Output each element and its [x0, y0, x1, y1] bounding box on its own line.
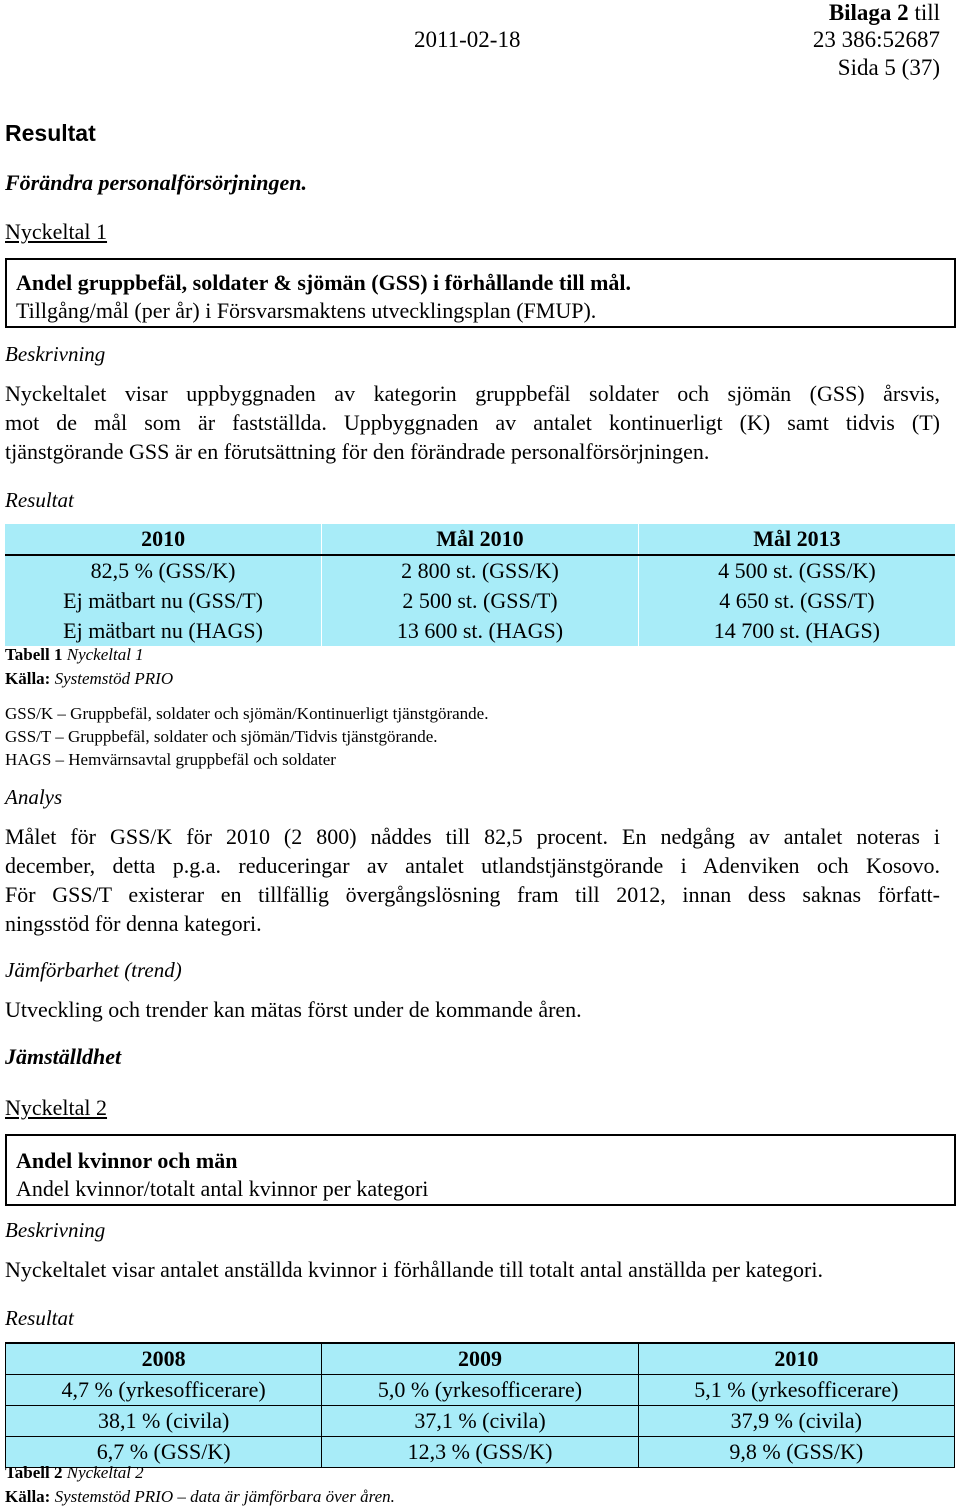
abbrev-3: HAGS – Hemvärnsavtal gruppbefäl och soldater: [5, 750, 336, 769]
table-cell: 4,7 % (yrkesofficerare): [6, 1375, 322, 1406]
kpi1-caption: [5, 645, 144, 665]
kpi2-label: Nyckeltal 2: [5, 1095, 108, 1120]
kpi1-label: Nyckeltal 1: [5, 219, 108, 244]
kpi2-desc-label: Beskrivning: [5, 1218, 106, 1242]
caption-bold: Tabell 2: [5, 1463, 63, 1482]
kpi2-result-label: Resultat: [5, 1306, 74, 1330]
kpi2-desc-text: Nyckeltalet visar antalet anställda kvinnor i förhållande till totalt antal anställda per kategori.: [5, 1257, 823, 1282]
kpi1-desc: [5, 379, 940, 466]
source-bold: Källa:: [5, 1487, 51, 1506]
bilaga-bold: Bilaga 2: [828, 0, 909, 25]
table-cell: 4 500 st. (GSS/K): [638, 555, 955, 586]
bilaga-label: [829, 0, 940, 26]
kpi2-caption: [5, 1463, 144, 1483]
header-page: Sida 5 (37): [837, 55, 940, 80]
analysis-line: Målet för GSS/K för 2010 (2 800) nåddes till 82,5 procent. En nedgång av antalet noteras i: [5, 824, 940, 849]
table-cell: 14 700 st. (HAGS): [638, 616, 955, 646]
table-header-cell: 2008: [6, 1343, 322, 1375]
table-row: [6, 1437, 955, 1468]
table-cell: 6,7 % (GSS/K): [6, 1437, 322, 1468]
table-cell: 82,5 % (GSS/K): [5, 555, 322, 586]
table-cell: 37,1 % (civila): [322, 1406, 638, 1437]
caption-rest: Nyckeltal 1: [66, 645, 144, 664]
table-header-cell: Mål 2010: [322, 524, 639, 555]
kpi2-box-title: Andel kvinnor och män: [16, 1148, 238, 1173]
kpi2-source: [5, 1487, 395, 1507]
kpi1-desc-label: Beskrivning: [5, 342, 106, 366]
table-row: [5, 616, 955, 646]
table-header-cell: 2009: [322, 1343, 638, 1375]
kpi2-table: [5, 1342, 955, 1468]
table-header-cell: 2010: [5, 524, 322, 555]
kpi1-source: [5, 669, 173, 689]
kpi1-analysis: [5, 822, 940, 938]
header-ref: 23 386:52687: [812, 27, 940, 52]
table-cell: 12,3 % (GSS/K): [322, 1437, 638, 1468]
table-header-cell: 2010: [638, 1343, 954, 1375]
kpi1-analysis-label: Analys: [5, 785, 63, 809]
kpi1-desc-line: Nyckeltalet visar uppbyggnaden av kategorin gruppbefäl soldater och sjömän (GSS) årsvis,: [5, 381, 940, 406]
bilaga-rest: till: [908, 0, 940, 25]
table-cell: Ej mätbart nu (HAGS): [5, 616, 322, 646]
table-row: [6, 1406, 955, 1437]
source-rest: Systemstöd PRIO – data är jämförbara över åren.: [54, 1487, 395, 1506]
table-header-row: [5, 524, 955, 555]
table-cell: 2 800 st. (GSS/K): [322, 555, 639, 586]
kpi1-trend-text: Utveckling och trender kan mätas först under de kommande åren.: [5, 997, 582, 1022]
kpi1-desc-line: tjänstgörande GSS är en förutsättning för den förändrade personalförsörjningen.: [5, 439, 710, 464]
header-date: 2011-02-18: [414, 27, 521, 52]
kpi1-result-label: Resultat: [5, 488, 74, 512]
table-cell: 38,1 % (civila): [6, 1406, 322, 1437]
table-row: [6, 1375, 955, 1406]
source-bold: Källa:: [5, 669, 51, 688]
table-header-row: [6, 1343, 955, 1375]
abbrev-1: GSS/K – Gruppbefäl, soldater och sjömän/Kontinuerligt tjänstgörande.: [5, 704, 489, 723]
source-rest: Systemstöd PRIO: [54, 669, 174, 688]
caption-bold: Tabell 1: [5, 645, 63, 664]
kpi1-desc-line: mot de mål som är fastställda. Uppbyggnaden av antalet kontinuerligt (K) samt tidvis (T): [5, 410, 940, 435]
abbrev-2: GSS/T – Gruppbefäl, soldater och sjömän/Tidvis tjänstgörande.: [5, 727, 438, 746]
analysis-line: För GSS/T existerar en tillfällig övergångslösning fram till 2012, innan dess saknas författ-: [5, 882, 940, 907]
kpi1-box-sub: Tillgång/mål (per år) i Försvarsmaktens utvecklingsplan (FMUP).: [16, 298, 597, 323]
table-cell: 37,9 % (civila): [638, 1406, 954, 1437]
equality-title: Jämställdhet: [5, 1044, 122, 1069]
caption-rest: Nyckeltal 2: [66, 1463, 144, 1482]
analysis-line: december, detta p.g.a. reduceringar av antalet utlandstjänstgörande i Adenviken och Kosovo.: [5, 853, 940, 878]
table-cell: 2 500 st. (GSS/T): [322, 586, 639, 616]
table-cell: 5,1 % (yrkesofficerare): [638, 1375, 954, 1406]
table-cell: 4 650 st. (GSS/T): [638, 586, 955, 616]
kpi1-trend-label: Jämförbarhet (trend): [5, 958, 182, 982]
table-cell: 5,0 % (yrkesofficerare): [322, 1375, 638, 1406]
table-row: [5, 555, 955, 586]
subtitle: Förändra personalförsörjningen.: [5, 170, 307, 195]
table-cell: 13 600 st. (HAGS): [322, 616, 639, 646]
section-title: Resultat: [5, 120, 96, 146]
kpi1-box-title: Andel gruppbefäl, soldater & sjömän (GSS) i förhållande till mål.: [16, 270, 632, 295]
kpi1-table: [5, 524, 955, 646]
kpi2-box-sub: Andel kvinnor/totalt antal kvinnor per kategori: [16, 1176, 429, 1201]
table-header-cell: Mål 2013: [638, 524, 955, 555]
table-row: [5, 586, 955, 616]
table-cell: Ej mätbart nu (GSS/T): [5, 586, 322, 616]
table-cell: 9,8 % (GSS/K): [638, 1437, 954, 1468]
analysis-line: ningsstöd för denna kategori.: [5, 911, 262, 936]
